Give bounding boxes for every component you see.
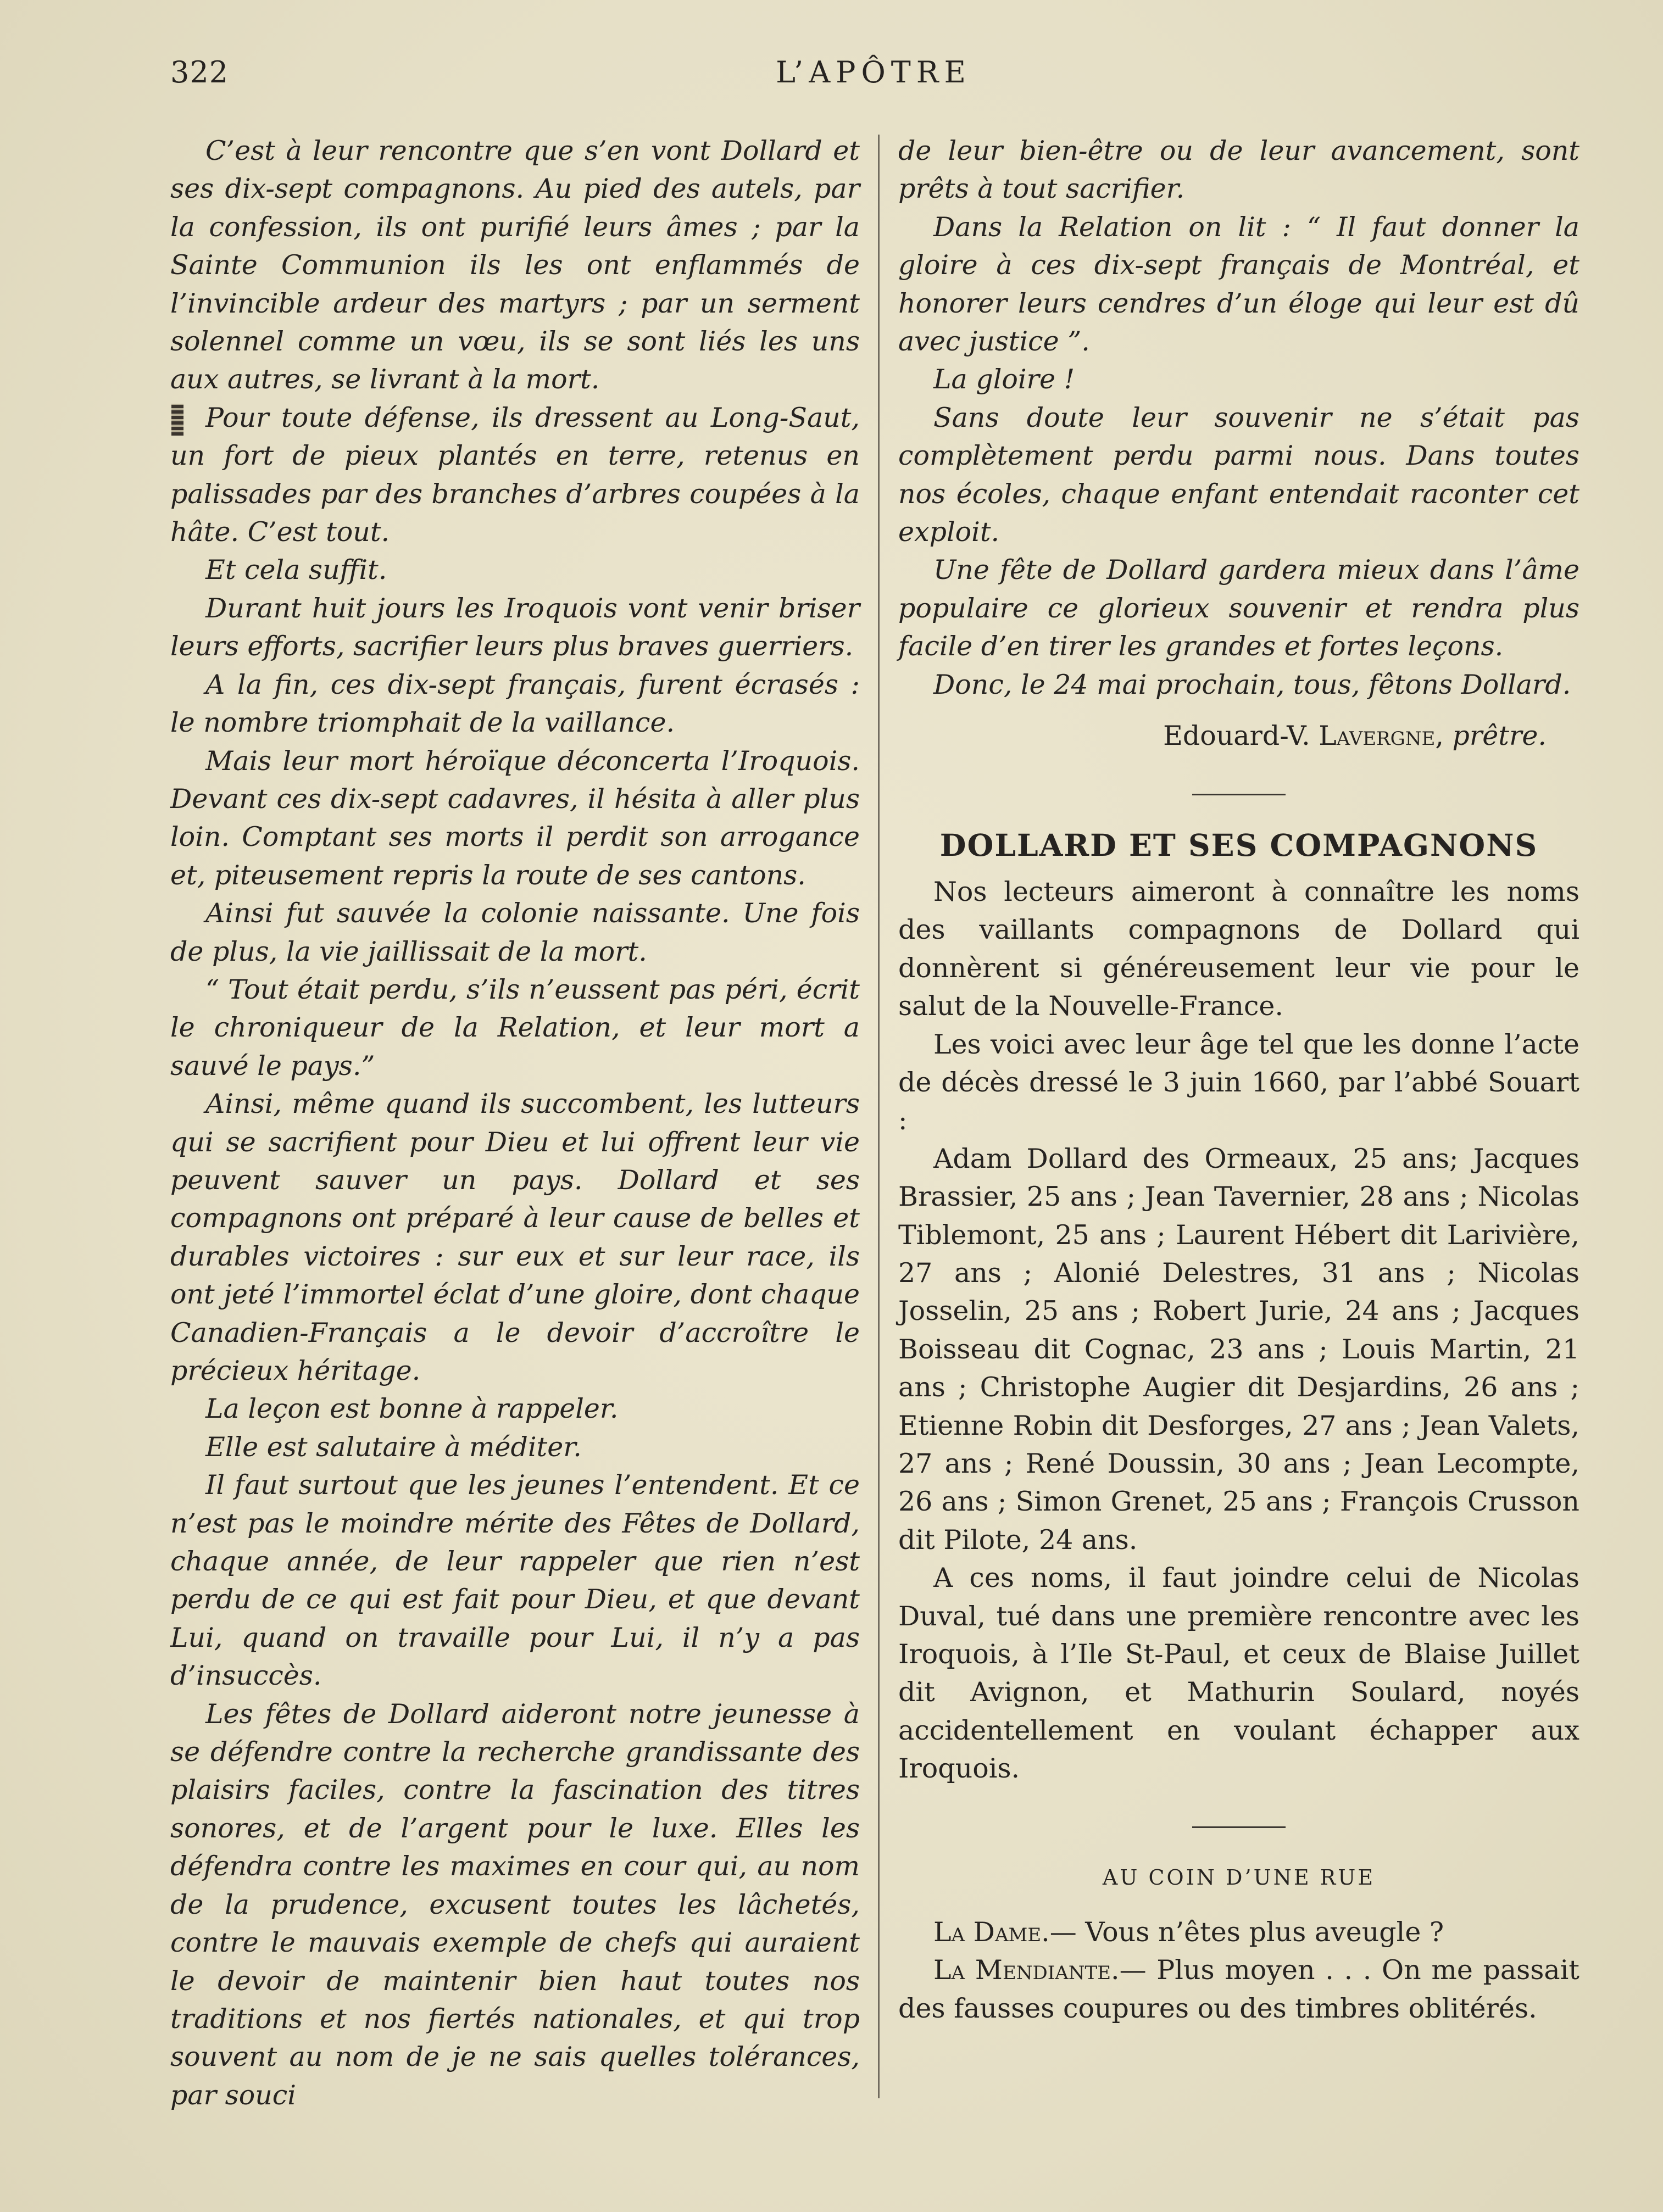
paragraph: de leur bien-être ou de leur avancement, sont prêts à tout sacrifier. — [898, 135, 1579, 205]
paragraph: Mais leur mort héroïque déconcerta l’Iroquois. Devant ces dix-sept cadavres, il hésita à aller plus loin. Comptant ses morts il perdit son arrogance et, piteusement repris la route de ses cantons. — [170, 745, 860, 891]
right-column — [898, 132, 1579, 2027]
paragraph: Dans la Relation on lit : “ Il faut donner la gloire à ces dix-sept français de Montréal, et honorer leurs cendres d’un éloge qui leur est dû avec justice ”. — [898, 211, 1579, 358]
paragraph: La gloire ! — [933, 364, 1075, 395]
paragraph: Les fêtes de Dollard aideront notre jeunesse à se défendre contre la recherche grandissante des plaisirs faciles, contre la fascination des titres sonores, et de l’argent pour le luxe. Elles les défendra contre les maximes en cour qui, au nom de la prudence, excusent toutes les lâchetés, contre le mauvais exemple de chefs qui auraient le devoir de maintenir bien haut toutes nos traditions et nos fiertés nationales, et qui trop souvent au nom de je ne sais quelles tolérances, par souci — [170, 1698, 860, 2111]
article-continuation — [898, 132, 1579, 704]
speaker-name: La Mendiante. — [933, 1954, 1120, 1986]
paragraph: Nos lecteurs aimeront à connaître les noms des vaillants compagnons de Dollard qui donnèrent si généreusement leur vie pour le salut de la Nouvelle-France. — [898, 876, 1579, 1022]
paragraph: Durant huit jours les Iroquois vont venir briser leurs efforts, sacrifier leurs plus braves guerriers. — [170, 592, 860, 662]
speaker-name: La Dame. — [933, 1916, 1050, 1948]
author-title: prêtre. — [1452, 720, 1547, 752]
page-number: 322 — [170, 55, 229, 90]
paragraph: Ainsi, même quand ils succombent, les lutteurs qui se sacrifient pour Dieu et lui offrent leur vie peuvent sauver un pays. Dollard et ses compagnons ont préparé à leur cause de belles et durables victoires : sur eux et sur leur race, ils ont jeté l’immortel éclat d’une gloire, dont chaque Canadien-Français a le devoir d’accroître le précieux héritage. — [170, 1088, 860, 1386]
dialogue-line — [898, 1913, 1579, 1951]
paragraph: Une fête de Dollard gardera mieux dans l’âme populaire ce glorieux souvenir et rendra plus facile d’en tirer les grandes et fortes leçons. — [898, 554, 1579, 662]
paragraph: La leçon est bonne à rappeler. — [205, 1393, 619, 1425]
paragraph: “ Tout était perdu, s’ils n’eussent pas péri, écrit le chroniqueur de la Relation, et leur mort a sauvé le pays.” — [170, 973, 860, 1082]
paragraph: Les voici avec leur âge tel que les donne l’acte de décès dressé le 3 juin 1660, par l’abbé Souart : — [898, 1028, 1579, 1136]
paragraph: Donc, le 24 mai prochain, tous, fêtons Dollard. — [933, 668, 1571, 700]
paragraph: A ces noms, il faut joindre celui de Nicolas Duval, tué dans une première rencontre avec les Iroquois, à l’Ile St-Paul, et ceux de Blaise Juillet dit Avignon, et Mathurin Soulard, noyés accidentellement en voulant échapper aux Iroquois. — [898, 1562, 1579, 1785]
running-title: L’APÔTRE — [776, 55, 971, 90]
dialogue-text: — Vous n’êtes plus aveugle ? — [1049, 1916, 1444, 1948]
dialogue-text: — Plus moyen . . . On me passait des fausses coupures ou des timbres oblitérés. — [898, 1954, 1579, 2024]
paragraph: Pour toute défense, ils dressent au Long-Saut, un fort de pieux plantés en terre, retenus en palissades par des branches d’arbres coupées à la hâte. C’est tout. — [170, 402, 860, 548]
author-first-name: Edouard-V. — [1163, 720, 1310, 752]
column-divider — [878, 135, 880, 2098]
paragraph: Adam Dollard des Ormeaux, 25 ans; Jacques Brassier, 25 ans ; Jean Tavernier, 28 ans ; Nicolas Tiblemont, 25 ans ; Laurent Hébert dit Larivière, 27 ans ; Alonié Delestres, 31 ans ; Nicolas Josselin, 25 ans ; Robert Jurie, 24 ans ; Jacques Boisseau dit Cognac, 23 ans ; Louis Martin, 21 ans ; Christophe Augier dit Desjardins, 26 ans ; Etienne Robin dit Desforges, 27 ans ; Jean Valets, 27 ans ; René Doussin, 30 ans ; Jean Lecompte, 26 ans ; Simon Grenet, 25 ans ; François Crusson dit Pilote, 24 ans. — [898, 1143, 1579, 1556]
author-signature — [898, 717, 1579, 755]
paragraph: A la fin, ces dix-sept français, furent écrasés : le nombre triomphait de la vaillance. — [170, 668, 860, 739]
left-column — [170, 132, 860, 2114]
author-surname: Lavergne, — [1319, 720, 1444, 752]
section-title: DOLLARD ET SES COMPAGNONS — [939, 827, 1538, 863]
dialogue-line — [898, 1951, 1579, 2027]
subsection-title: AU COIN D’UNE RUE — [1102, 1865, 1376, 1890]
page-header — [170, 55, 1577, 99]
paragraph: C’est à leur rencontre que s’en vont Dollard et ses dix-sept compagnons. Au pied des autels, par la confession, ils ont purifié leurs âmes ; par la Sainte Communion ils les ont enflammés de l’invincible ardeur des martyrs ; par un serment solennel comme un vœu, ils se sont liés les uns aux autres, se livrant à la mort. — [170, 135, 860, 395]
section-separator — [1192, 794, 1286, 795]
paragraph: Elle est salutaire à méditer. — [205, 1431, 582, 1463]
paragraph: Ainsi fut sauvée la colonie naissante. Une fois de plus, la vie jaillissait de la mort. — [170, 898, 860, 967]
paragraph: Et cela suffit. — [205, 554, 387, 586]
paragraph: Il faut surtout que les jeunes l’entendent. Et ce n’est pas le moindre mérite des Fêtes de Dollard, chaque année, de leur rappeler que rien n’est perdu de ce qui est fait pour Dieu, et que devant Lui, quand on travaille pour Lui, il n’y a pas d’insuccès. — [170, 1469, 860, 1692]
section-separator — [1192, 1826, 1286, 1828]
paragraph: Sans doute leur souvenir ne s’était pas complètement perdu parmi nous. Dans toutes nos écoles, chaque enfant entendait raconter cet exploit. — [898, 402, 1579, 548]
